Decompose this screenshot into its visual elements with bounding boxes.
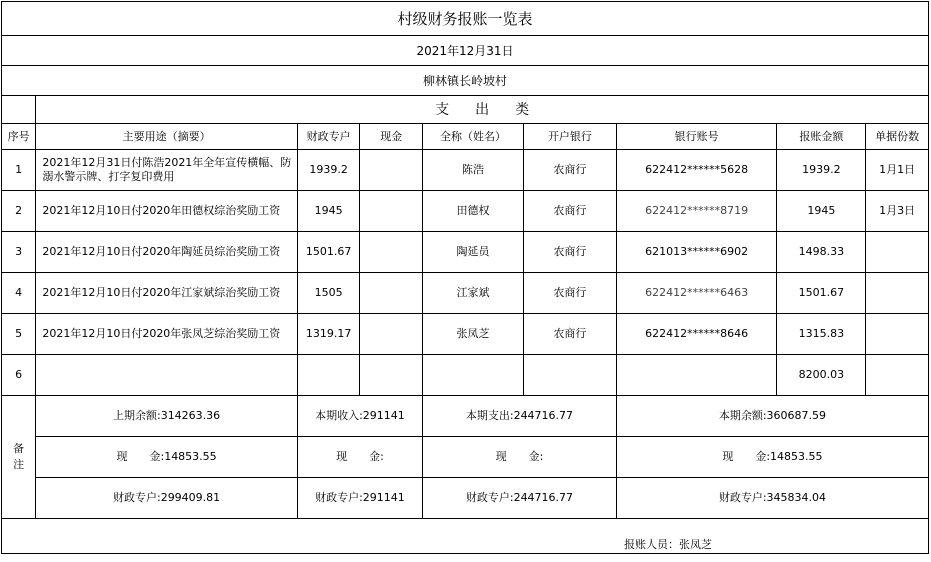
row-cash: [360, 150, 423, 191]
row-cash: [360, 273, 423, 314]
row-no: 2: [2, 191, 36, 232]
note-row: [2, 396, 929, 437]
header-amount: 报账金额: [777, 124, 866, 150]
note-cell: 财政专户:244716.77: [423, 478, 617, 519]
header-docs: 单据份数: [866, 124, 929, 150]
row-bank: 农商行: [524, 273, 617, 314]
row-no: 4: [2, 273, 36, 314]
note-cell: 现 金:: [423, 437, 617, 478]
row-docs: 1月1日: [866, 150, 929, 191]
note-cell: 现 金:14853.55: [36, 437, 298, 478]
row-purpose: 2021年12月10日付2020年田德权综治奖励工资: [36, 191, 298, 232]
note-cell: 财政专户:291141: [297, 478, 422, 519]
note-row: [2, 478, 929, 519]
sheet-date: 2021年12月31日: [2, 36, 929, 66]
row-account: 622412******6463: [616, 273, 777, 314]
row-account: 622412******5628: [616, 150, 777, 191]
row-fiscal: 1939.2: [297, 150, 360, 191]
table-row: [2, 191, 929, 232]
row-fiscal: 1505: [297, 273, 360, 314]
row-amount: 1945: [777, 191, 866, 232]
row-no: 5: [2, 314, 36, 355]
note-cell: 本期余额:360687.59: [616, 396, 928, 437]
note-cell: 现 金:14853.55: [616, 437, 928, 478]
row-name: 张凤芝: [423, 314, 524, 355]
row-amount: 1939.2: [777, 150, 866, 191]
row-amount: 1501.67: [777, 273, 866, 314]
note-cell: 财政专户:345834.04: [616, 478, 928, 519]
row-account: 621013******6902: [616, 232, 777, 273]
footer-row: [2, 519, 929, 554]
row-account: 622412******8646: [616, 314, 777, 355]
row-name: 田德权: [423, 191, 524, 232]
reporter-label: 报账人员：张凤芝: [624, 538, 712, 551]
header-account: 银行账号: [616, 124, 777, 150]
row-docs: [866, 232, 929, 273]
row-docs: [866, 355, 929, 396]
row-name: [423, 355, 524, 396]
row-fiscal: 1945: [297, 191, 360, 232]
row-fiscal: [297, 355, 360, 396]
row-purpose: 2021年12月31日付陈浩2021年全年宣传横幅、防溺水警示牌、打字复印费用: [36, 150, 298, 191]
row-purpose: [36, 355, 298, 396]
row-cash: [360, 314, 423, 355]
row-bank: [524, 355, 617, 396]
header-fiscal: 财政专户: [297, 124, 360, 150]
header-name: 全称（姓名）: [423, 124, 524, 150]
row-cash: [360, 191, 423, 232]
category-spacer: [2, 96, 36, 124]
row-bank: 农商行: [524, 232, 617, 273]
row-amount: 1498.33: [777, 232, 866, 273]
row-no: 3: [2, 232, 36, 273]
row-docs: [866, 314, 929, 355]
row-purpose: 2021年12月10日付2020年张凤芝综治奖励工资: [36, 314, 298, 355]
note-cell: 本期收入:291141: [297, 396, 422, 437]
row-docs: 1月3日: [866, 191, 929, 232]
table-row: [2, 150, 929, 191]
row-account: 622412******8719: [616, 191, 777, 232]
sheet-title: 村级财务报账一览表: [2, 2, 929, 36]
table-row: [2, 232, 929, 273]
header-row: [2, 124, 929, 150]
row-name: 陶延员: [423, 232, 524, 273]
row-cash: [360, 355, 423, 396]
note-cell: 上期余额:314263.36: [36, 396, 298, 437]
row-cash: [360, 232, 423, 273]
notes-label-text: 备注: [13, 442, 25, 471]
header-no: 序号: [2, 124, 36, 150]
row-account: [616, 355, 777, 396]
note-row: [2, 437, 929, 478]
header-bank: 开户银行: [524, 124, 617, 150]
reimbursement-table: [1, 1, 929, 554]
row-amount: 1315.83: [777, 314, 866, 355]
row-no: 1: [2, 150, 36, 191]
row-fiscal: 1319.17: [297, 314, 360, 355]
row-no: 6: [2, 355, 36, 396]
village-name: 柳林镇长岭坡村: [2, 66, 929, 96]
table-row: [2, 314, 929, 355]
row-bank: 农商行: [524, 150, 617, 191]
category-label: 支出类: [36, 96, 929, 124]
table-row: [2, 355, 929, 396]
row-name: 江家斌: [423, 273, 524, 314]
row-purpose: 2021年12月10日付2020年江家斌综治奖励工资: [36, 273, 298, 314]
note-cell: 本期支出:244716.77: [423, 396, 617, 437]
row-fiscal: 1501.67: [297, 232, 360, 273]
header-purpose: 主要用途（摘要）: [36, 124, 298, 150]
row-amount: 8200.03: [777, 355, 866, 396]
table-row: [2, 273, 929, 314]
note-cell: 现 金:: [297, 437, 422, 478]
row-bank: 农商行: [524, 314, 617, 355]
notes-label: [2, 396, 36, 519]
note-cell: 财政专户:299409.81: [36, 478, 298, 519]
row-bank: 农商行: [524, 191, 617, 232]
row-purpose: 2021年12月10日付2020年陶延员综治奖励工资: [36, 232, 298, 273]
row-docs: [866, 273, 929, 314]
header-cash: 现金: [360, 124, 423, 150]
row-name: 陈浩: [423, 150, 524, 191]
